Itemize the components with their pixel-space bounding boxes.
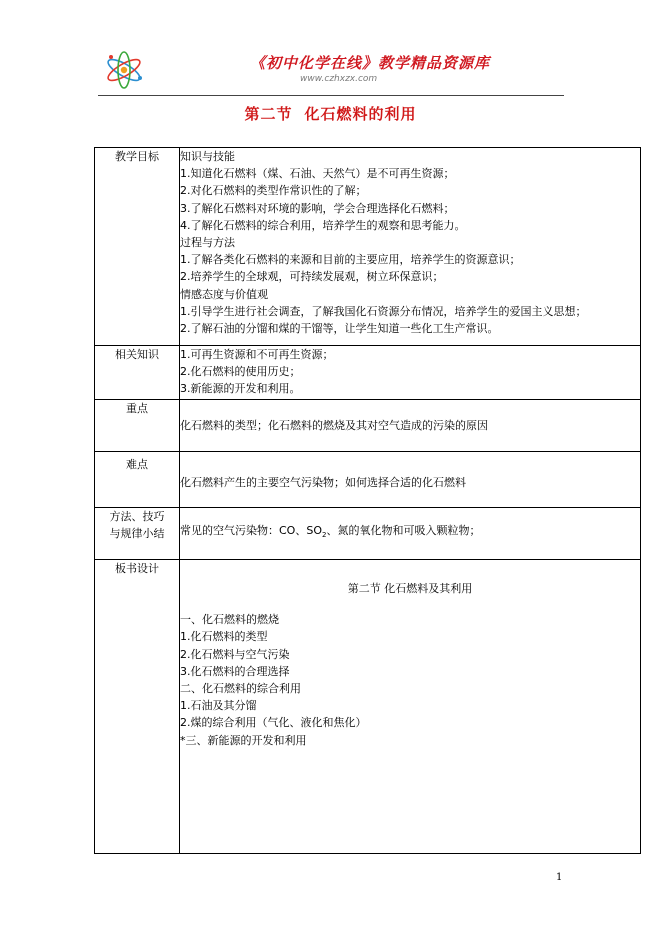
banner-url: www.czhxzx.com [300,74,378,84]
label-difficulty: 难点 [95,452,180,508]
board-design-content [180,560,641,854]
objectives-content [180,148,641,346]
board-line: 2.化石燃料与空气污染 [180,647,290,661]
label-board-design: 板书设计 [95,560,180,854]
row-board-design [95,560,641,854]
label-methods [95,508,180,560]
board-line: 二、化石燃料的综合利用 [180,682,301,696]
page-title [0,103,661,124]
related-line: 2.化石燃料的使用历史； [180,365,301,379]
board-line: 2.煤的综合利用（气化、液化和焦化） [180,716,367,730]
objective-line: 4.了解化石燃料的综合利用，培养学生的观察和思考能力。 [180,218,466,232]
related-knowledge-content [180,346,641,400]
header-banner [100,48,560,94]
methods-text: 常见的空气污染物：CO、SO [180,524,322,538]
label-objectives: 教学目标 [95,148,180,346]
title-section: 第二节 [244,105,293,123]
row-key-point [95,400,641,452]
row-objectives [95,148,641,346]
label-methods-line1: 方法、技巧 [109,510,165,523]
objective-line: 过程与方法 [180,236,235,250]
atom-logo-icon [102,50,146,90]
objective-line: 3.了解化石燃料对环境的影响，学会合理选择化石燃料； [180,201,455,215]
methods-subscript: 2 [321,531,327,540]
board-heading: 第二节 化石燃料及其利用 [347,582,473,595]
objective-line: 2.对化石燃料的类型作常识性的了解； [180,184,367,198]
objective-line: 2.培养学生的全球观，可持续发展观，树立环保意识； [180,270,444,284]
label-related-knowledge: 相关知识 [95,346,180,400]
row-methods [95,508,641,560]
board-line: 一、化石燃料的燃烧 [180,613,279,627]
methods-text-rest: 、氮的氧化物和可吸入颗粒物； [326,524,481,538]
page-number: 1 [556,872,563,883]
objective-line: 知识与技能 [180,150,235,163]
lesson-plan-table [94,147,641,854]
board-line: *三、新能源的开发和利用 [180,733,307,747]
objective-line: 1.引导学生进行社会调查，了解我国化石资源分布情况，培养学生的爱国主义思想； [180,304,587,318]
objective-line: 1.了解各类化石燃料的来源和目前的主要应用，培养学生的资源意识； [180,253,521,267]
board-line: 1.化石燃料的类型 [180,630,268,644]
related-line: 3.新能源的开发和利用。 [180,382,301,396]
label-key-point: 重点 [95,400,180,452]
banner-title: 《初中化学在线》教学精品资源库 [250,54,491,72]
row-related-knowledge [95,346,641,400]
objective-line: 情感态度与价值观 [180,287,268,301]
difficulty-content: 化石燃料产生的主要空气污染物；如何选择合适的化石燃料 [180,452,641,508]
objective-line: 1.知道化石燃料（煤、石油、天然气）是不可再生资源； [180,167,455,181]
title-topic: 化石燃料的利用 [304,105,417,123]
related-line: 1.可再生资源和不可再生资源； [180,348,334,361]
key-point-content: 化石燃料的类型；化石燃料的燃烧及其对空气造成的污染的原因 [180,400,641,452]
objective-line: 2.了解石油的分馏和煤的干馏等，让学生知道一些化工生产常识。 [180,322,499,336]
methods-content [180,508,641,560]
board-line: 3.化石燃料的合理选择 [180,664,290,678]
label-methods-line2: 与规律小结 [109,527,165,541]
board-line: 1.石油及其分馏 [180,699,257,713]
row-difficulty [95,452,641,508]
header-divider [98,95,564,96]
